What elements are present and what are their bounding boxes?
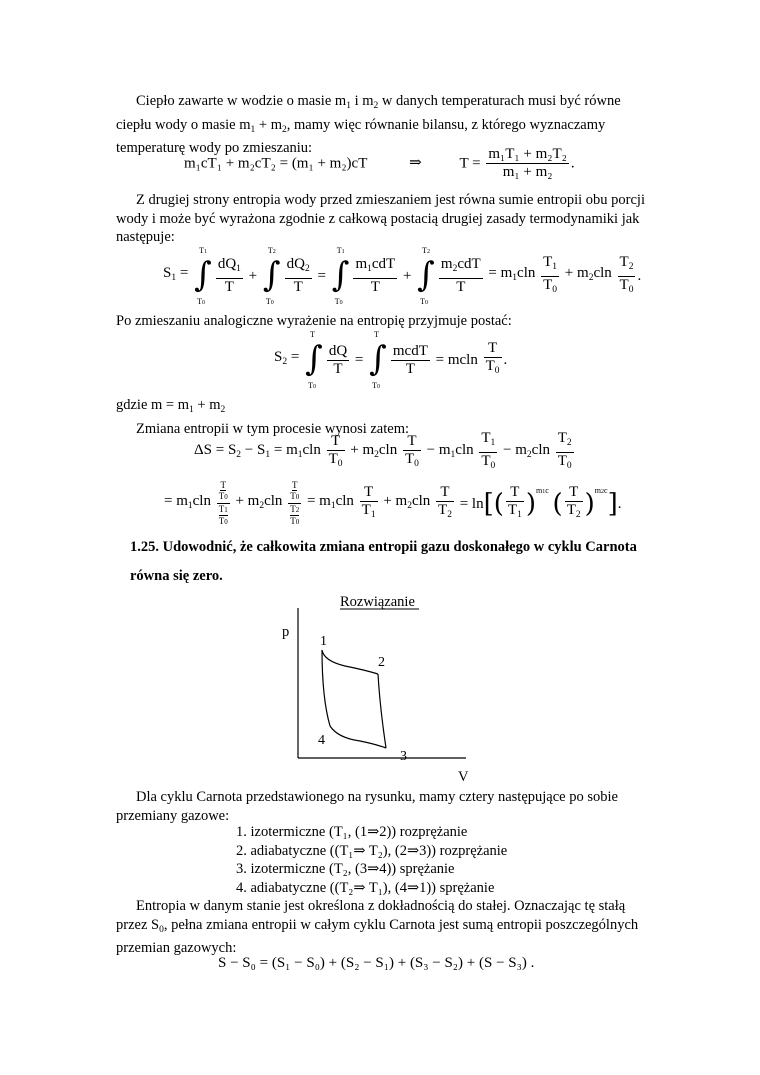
integral-sign: ∫ T1 T0 (194, 246, 212, 306)
text: 2 (281, 124, 287, 135)
text: Z drugiej strony entropia wody przed zmieszaniem jest równa sumie entropii obu porcji wody i może być wyrażona zgodnie z całkową postacią drugiej zasady termodynamiki jak następuje: (116, 192, 645, 245)
isotherm-3-4 (330, 726, 386, 748)
point-label-1: 1 (320, 634, 327, 649)
paragraph-entropy-cycle (116, 897, 660, 958)
implies-symbol: ⇒ (409, 155, 422, 172)
adiabat-4-1 (322, 650, 330, 726)
text: 0 (159, 924, 164, 935)
text: + m (193, 397, 221, 413)
adiabat-2-3 (378, 674, 386, 748)
paragraph-after-mixing (116, 312, 660, 331)
text: 1 (346, 101, 351, 111)
text: i m (350, 93, 374, 109)
integral-sign: ∫ T2 T0 (262, 246, 281, 306)
equation-text: m₁cT₁ + m₂cT₂ = (m₁ + m₂)cT (184, 155, 368, 172)
equation-cycle-sum (218, 954, 534, 973)
text: Dla cyklu Carnota przedstawionego na rysunku, mamy cztery następujące po sobie przemiany gazowe: (116, 789, 618, 824)
integral-sign: ∫ T T0 (305, 330, 323, 390)
integral-sign: ∫ T1 T0 (331, 246, 350, 306)
denominator: m₁ + m₂ (502, 164, 553, 180)
isotherm-1-2 (322, 650, 378, 674)
equation-text: S − S₀ = (S₁ − S₀) + (S₂ − S₁) + (S₃ − S₂) + (S − S₃) . (218, 955, 535, 971)
heading-line: równa się zero. (130, 568, 223, 584)
paragraph-entropy-before (116, 191, 660, 247)
axis-label-p: p (282, 624, 290, 640)
figure-title: Rozwiązanie (340, 594, 415, 610)
text: 1 (250, 124, 256, 135)
numerator: m₁T₁ + m₂T₂ (488, 146, 567, 162)
text: ciepłu wody o masie m (116, 116, 251, 133)
point-label-2: 2 (378, 655, 385, 670)
integral-sign: ∫ T2 T0 (417, 246, 435, 306)
list-item: 3. izotermiczne (T₂, (3⇒4)) sprężanie (236, 861, 455, 877)
text: 1 (189, 405, 194, 415)
text: Zmiana entropii w tym procesie wynosi zatem: (136, 420, 410, 437)
point-label-4: 4 (318, 733, 325, 748)
text: , pełna zmiana entropii w całym cyklu Carnota jest sumą entropii poszczególnych przemian gazowych: (116, 916, 639, 956)
list-item: 4. adiabatyczne ((T₂⇒ T₁), (4⇒1)) sprężanie (236, 879, 495, 896)
heading-line: 1.25. Udowodnić, że całkowita zmiana entropii gazu doskonałego w cyklu Carnota (130, 539, 637, 555)
carnot-cycle-diagram (270, 588, 490, 788)
integral-sign: ∫ T T0 (369, 330, 387, 390)
axis-label-v: V (458, 769, 469, 785)
text: Po zmieszaniu analogiczne wyrażenie na entropię przyjmuje postać: (116, 313, 512, 329)
list-item: 1. izotermiczne (T₁, (1⇒2)) rozprężanie (236, 824, 468, 840)
equation-s1: $S_1$ = ∫ T1 T0 $\frac{dQ_1}{T}$ + ∫ T2 T0 $\frac{dQ_2}{T}$ = ∫ T1 T0 $\frac{m_1cdT}{T}$ + ∫ T2 T0 $\frac{m_2cdT}{T}$ = $m_1cln$ $\frac{T_1}{T_0}$ + $m_2cln$ $\frac{T_2}{T_0}$ . (163, 246, 642, 306)
equation-delta-s-1: $\Delta S = S_2 - S_1 = m_1cln$ $\frac{T}{T_0}$ + $m_2cln$ $\frac{T}{T_0}$ − $m_1cln$ $\frac{T_1}{T_0}$ − $m_2cln$ $\frac{T_2}{T_0}$ (194, 430, 572, 471)
paragraph-carnot-cycle (116, 788, 660, 825)
text: , mamy więc równanie bilansu, z którego wyznaczamy (286, 116, 606, 133)
point-label-3: 3 (400, 749, 407, 764)
equation-s2: $S_2$ = ∫ T T0 $\frac{dQ}{T}$ = ∫ T T0 $\frac{\text{mcdT}}{T}$ = mcln $\frac{T}{T_0}$ . (274, 330, 508, 390)
text: 2 (373, 101, 379, 111)
text: gdzie m = m (116, 397, 190, 413)
fraction (486, 146, 569, 181)
equation-delta-s-2: = $m_1cln$ T T0 T1 T0 + $m_2cln$ T T0 T2 T0 = $m_1cln$ $\frac{T}{T_1}$ + $m_2cln$ $\frac{T}{T_2}$ = ln[( $\frac{T}{T_1}$ )$^{m1c}$ ( $\frac{T}{T_2}$ )$^{m2c}$]. (164, 480, 622, 526)
text: Entropia w danym stanie jest określona z dokładnością do stałej. Oznaczając tę stałą przez S (116, 898, 626, 933)
text: Ciepło zawarte w wodzie o masie m (136, 93, 347, 109)
text: + m (255, 116, 282, 133)
text: 2 (220, 405, 226, 415)
text: w danych temperaturach musi być równe (378, 93, 621, 109)
equation-text: T = (459, 155, 481, 172)
problem-heading (130, 537, 690, 586)
text: temperaturę wody po zmieszaniu: (116, 140, 313, 156)
equation-balance: m₁cT₁ + m₂cT₂ = (m₁ + m₂)cT ⇒ T = $\frac{\text{m₁T₁ + m₂T₂}}{\text{m₁ + m₂}}$ . (184, 146, 575, 180)
process-list (236, 823, 507, 897)
list-item: 2. adiabatyczne ((T₁⇒ T₂), (2⇒3)) rozprężanie (236, 842, 508, 859)
